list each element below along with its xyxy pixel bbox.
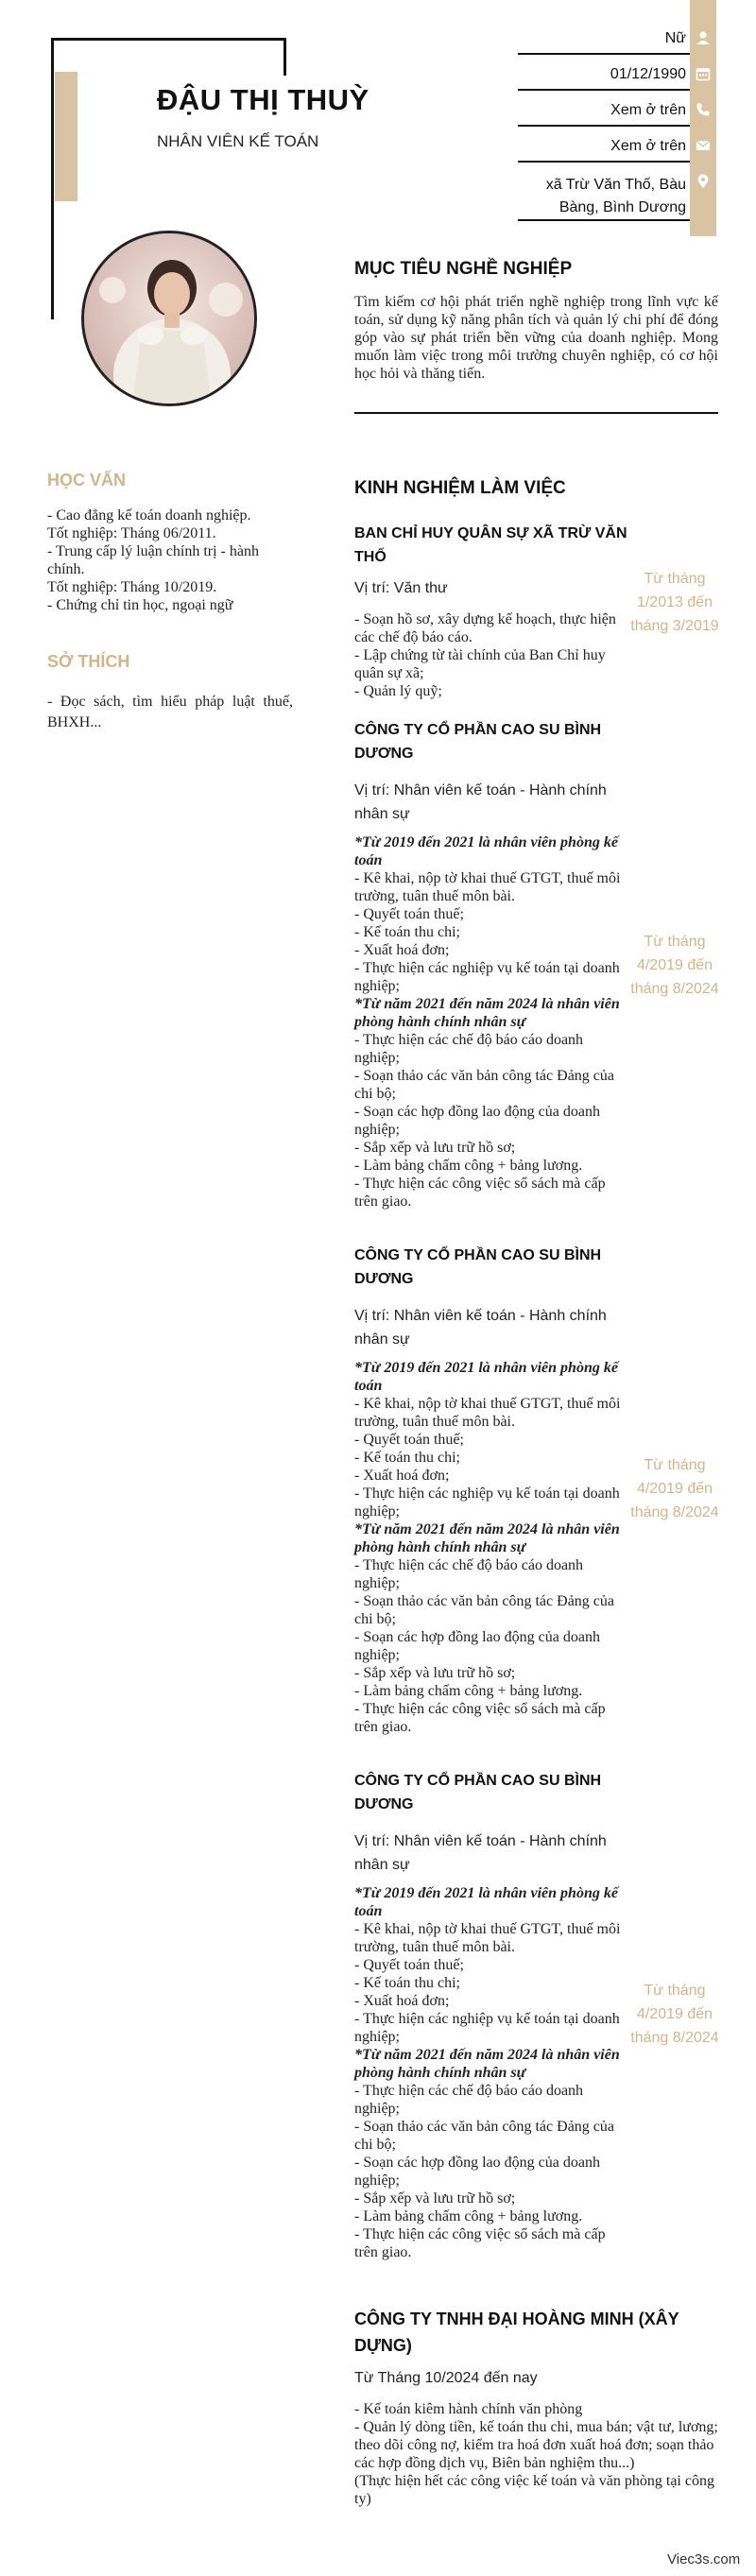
objective-text: Tìm kiếm cơ hội phát triển nghề nghiệp trong lĩnh vực kế toán, sử dụng kỹ năng phân tích và quản lý chi phí để đóng góp vào sự phát triển bền vững của doanh nghiệp. Mong muốn làm việc trong môi trường chuyên nghiệp, có cơ hội học hỏi và thăng tiến. — [354, 294, 718, 382]
job-role: Vị trí: Nhân viên kế toán - Hành chính nhân sự — [354, 782, 607, 822]
job-duties — [354, 2400, 718, 2508]
duty-item: - Quyết toán thuế; — [354, 906, 464, 922]
mail-icon — [694, 138, 713, 157]
job-company: CÔNG TY CỔ PHẦN CAO SU BÌNH DƯƠNG — [354, 1247, 602, 1287]
duty-item: - Soạn các hợp đồng lao động của doanh nghiệp; — [354, 1104, 600, 1138]
contact-gender: Nữ — [664, 30, 686, 46]
hobbies-text: - Đọc sách, tìm hiểu pháp luật thuế, BHXH... — [47, 694, 293, 730]
duty-period: *Từ năm 2021 đến năm 2024 là nhân viên phòng hành chính nhân sự — [354, 1521, 620, 1555]
duty-item: - Sắp xếp và lưu trữ hồ sơ; — [354, 2190, 516, 2207]
duty-item: - Soạn thảo các văn bản công tác Đảng của chi bộ; — [354, 1068, 614, 1102]
duty-item: - Thực hiện các chế độ báo cáo doanh nghiệp; — [354, 1032, 584, 1066]
education-list — [47, 507, 293, 614]
contact-phone: Xem ở trên — [610, 102, 686, 118]
duty-item: - Thực hiện các nghiệp vụ kế toán tại doanh nghiệp; — [354, 2011, 620, 2045]
avatar — [81, 231, 257, 406]
contact-divider — [518, 89, 690, 91]
duty-item: - Lập chứng từ tài chính của Ban Chỉ huy quân sự xã; — [354, 647, 606, 681]
contact-address: xã Trừ Văn Thố, Bàu Bàng, Bình Dương — [545, 177, 686, 215]
candidate-name: ĐẬU THỊ THUỲ — [157, 83, 369, 116]
duty-item: - Làm bảng chấm công + bảng lương. — [354, 1158, 583, 1174]
education-line: - Trung cấp lý luận chính trị - hành chính. — [47, 543, 259, 577]
calendar-icon — [694, 66, 713, 85]
duty-item: - Xuất hoá đơn; — [354, 1468, 450, 1484]
footer-watermark: Viec3s.com — [667, 2551, 741, 2567]
contact-divider — [518, 161, 690, 163]
job-role: Vị trí: Nhân viên kế toán - Hành chính nhân sự — [354, 1833, 607, 1873]
duty-item: - Thực hiện các nghiệp vụ kế toán tại doanh nghiệp; — [354, 1485, 620, 1520]
location-icon — [694, 174, 713, 193]
duty-item: - Soạn các hợp đồng lao động của doanh nghiệp; — [354, 1629, 600, 1663]
job-date: Từ tháng 4/2019 đến tháng 8/2024 — [630, 1457, 719, 1520]
duty-item: - Thực hiện các nghiệp vụ kế toán tại doanh nghiệp; — [354, 960, 620, 994]
duty-item: - Soạn hồ sơ, xây dựng kế hoạch, thực hiện các chế độ báo cáo. — [354, 611, 616, 645]
duty-item: - Sắp xếp và lưu trữ hồ sơ; — [354, 1665, 516, 1681]
contact-divider — [518, 125, 690, 127]
contact-divider — [518, 53, 690, 55]
job-duties — [354, 610, 628, 700]
job-date: Từ tháng 4/2019 đến tháng 8/2024 — [630, 934, 719, 997]
duty-item: - Quyết toán thuế; — [354, 1957, 464, 1973]
contact-birthday: 01/12/1990 — [610, 66, 686, 82]
duty-item: - Soạn thảo các văn bản công tác Đảng của chi bộ; — [354, 1593, 614, 1627]
duty-item: - Thực hiện các công việc sổ sách mà cấp trên giao. — [354, 1176, 606, 1210]
duty-item: - Làm bảng chấm công + bảng lương. — [354, 2208, 583, 2224]
education-line: Tốt nghiệp: Tháng 06/2011. — [47, 525, 216, 541]
job-company: CÔNG TY CỔ PHẦN CAO SU BÌNH DƯƠNG — [354, 722, 602, 762]
duty-period: *Từ 2019 đến 2021 là nhân viên phòng kế toán — [354, 834, 618, 868]
duty-item: - Kế toán thu chi; — [354, 924, 460, 940]
candidate-title: NHÂN VIÊN KẾ TOÁN — [157, 132, 319, 150]
duty-item: - Xuất hoá đơn; — [354, 942, 450, 958]
job-duties — [354, 1359, 628, 1736]
duty-item: - Sắp xếp và lưu trữ hồ sơ; — [354, 1140, 516, 1156]
duty-item: - Kê khai, nộp tờ khai thuế GTGT, thuế môi trường, tuân thuế môn bài. — [354, 1921, 621, 1955]
header-frame-right-top — [284, 38, 286, 76]
duty-item: - Thực hiện các công việc sổ sách mà cấp trên giao. — [354, 2226, 606, 2260]
duty-period: *Từ năm 2021 đến năm 2024 là nhân viên phòng hành chính nhân sự — [354, 996, 620, 1030]
duty-item: - Quản lý dòng tiền, kế toán thu chi, mua bán; vật tư, lương; theo dõi công nợ, kiểm tra hoá đơn xuất hoá đơn; soạn thảo các hợp đồng dịch vụ, Biên bản nghiệm thu...) — [354, 2419, 718, 2471]
user-icon — [694, 30, 713, 49]
job-company: CÔNG TY TNHH ĐẠI HOÀNG MINH (XÂY DỰNG) — [354, 2310, 679, 2355]
duty-item: - Kê khai, nộp tờ khai thuế GTGT, thuế môi trường, tuân thuế môn bài. — [354, 870, 621, 904]
job-company: BAN CHỈ HUY QUÂN SỰ XÃ TRỪ VĂN THỐ — [354, 525, 627, 565]
duty-item: - Soạn các hợp đồng lao động của doanh nghiệp; — [354, 2155, 600, 2189]
job-duties — [354, 833, 628, 1211]
duty-item: - Làm bảng chấm công + bảng lương. — [354, 1683, 583, 1699]
phone-icon — [694, 102, 713, 121]
duty-item: - Quản lý quỹ; — [354, 683, 442, 699]
job-role: Vị trí: Văn thư — [354, 580, 448, 596]
duty-item: - Xuất hoá đơn; — [354, 1993, 450, 2009]
objective-heading: MỤC TIÊU NGHỀ NGHIỆP — [354, 259, 573, 279]
duty-period: *Từ năm 2021 đến năm 2024 là nhân viên phòng hành chính nhân sự — [354, 2047, 620, 2081]
job-role: Vị trí: Nhân viên kế toán - Hành chính nhân sự — [354, 1308, 607, 1348]
education-line: - Chứng chỉ tin học, ngoại ngữ — [47, 597, 233, 613]
duty-item: - Thực hiện các công việc sổ sách mà cấp trên giao. — [354, 1701, 606, 1735]
duty-item: - Kế toán thu chi; — [354, 1975, 460, 1991]
duty-item: - Soạn thảo các văn bản công tác Đảng của chi bộ; — [354, 2119, 614, 2153]
job-date: Từ tháng 4/2019 đến tháng 8/2024 — [630, 1983, 719, 2046]
duty-period: *Từ 2019 đến 2021 là nhân viên phòng kế toán — [354, 1360, 618, 1394]
job-role: Từ Tháng 10/2024 đến nay — [354, 2370, 538, 2386]
duty-item: - Kê khai, nộp tờ khai thuế GTGT, thuế môi trường, tuân thuế môn bài. — [354, 1396, 621, 1430]
hobbies-heading: SỞ THÍCH — [47, 652, 130, 671]
education-heading: HỌC VẤN — [47, 471, 127, 489]
duty-period: *Từ 2019 đến 2021 là nhân viên phòng kế toán — [354, 1885, 618, 1919]
duty-item: - Kế toán thu chi; — [354, 1450, 460, 1466]
education-line: - Cao đẳng kế toán doanh nghiệp. — [47, 507, 251, 524]
duty-item: - Kế toán kiêm hành chính văn phòng — [354, 2401, 583, 2417]
objective-divider — [354, 412, 718, 414]
duty-item: - Thực hiện các chế độ báo cáo doanh nghiệp; — [354, 2083, 584, 2117]
duty-item: (Thực hiện hết các công việc kế toán và văn phòng tại công ty) — [354, 2473, 714, 2507]
duty-item: - Quyết toán thuế; — [354, 1432, 464, 1448]
duty-item: - Thực hiện các chế độ báo cáo doanh nghiệp; — [354, 1557, 584, 1591]
contact-email: Xem ở trên — [610, 138, 686, 154]
contact-divider — [518, 219, 690, 221]
job-duties — [354, 1884, 628, 2261]
gold-accent-bar — [55, 72, 77, 201]
job-company: CÔNG TY CỔ PHẦN CAO SU BÌNH DƯƠNG — [354, 1773, 602, 1812]
job-date: Từ tháng 1/2013 đến tháng 3/2019 — [630, 571, 719, 634]
experience-heading: KINH NGHIỆM LÀM VIỆC — [354, 478, 566, 498]
education-line: Tốt nghiệp: Tháng 10/2019. — [47, 579, 217, 595]
